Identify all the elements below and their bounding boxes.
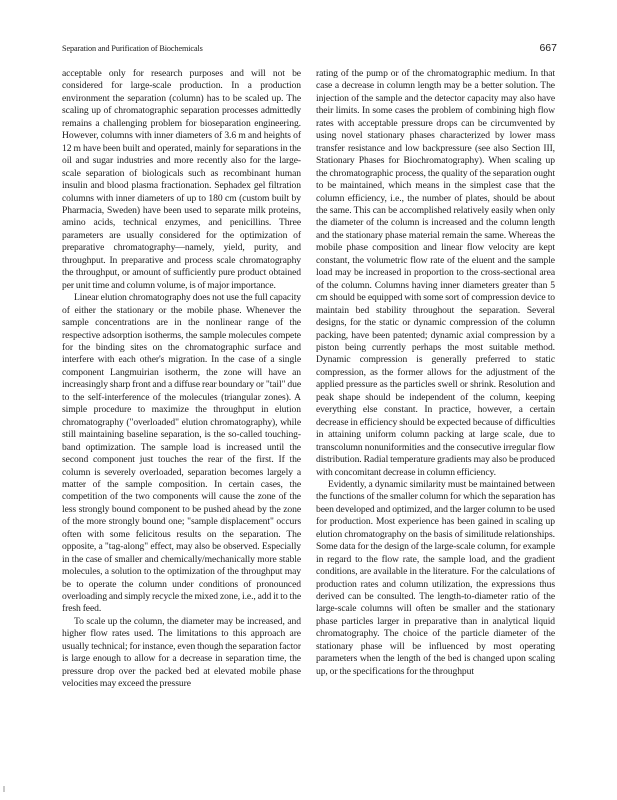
- left-column: [62, 68, 301, 691]
- running-header: [62, 44, 557, 58]
- paragraph: acceptable only for research purposes and will not be considered for large-scale production. In a production environment the separation (column) has to be scaled up. The scaling up of chromatographic separation processes admittedly remains a challenging problem for bioseparation engineering. However, columns with inner diameters of 3.6 m and heights of 12 m have been built and operated, mainly for separations in the oil and sugar industries and more recently also for the large-scale separation of biologicals such as recombinant human insulin and blood plasma fractionation. Sephadex gel filtration columns with inner diameters of up to 180 cm (custom built by Pharmacia, Sweden) have been used to separate milk proteins, amino acids, technical enzymes, and penicillins. Three parameters are usually considered for the optimization of preparative chromatography—namely, yield, purity, and throughput. In preparative and process scale chromatography the throughput, or amount of sufficiently pure product obtained per unit time and column volume, is of major importance.: [62, 68, 301, 291]
- paragraph: To scale up the column, the diameter may be increased, and higher flow rates used. The limitations to this approach are usually technical; for instance, even though the separation factor is large enough to allow for a decrease in separation time, the pressure drop over the packed bed at elevated mobile phase velocities may exceed the pressure: [62, 615, 302, 690]
- page-number: 667: [539, 42, 557, 54]
- paragraph: Evidently, a dynamic similarity must be maintained between the functions of the smaller column for which the separation has been developed and optimized, and the larger column to be used for production. Most experience has been gained in scaling up elution chromatography on the basis of similitude relationships. Some data for the design of the large-scale column, for example in regard to the flow rate, the sample load, and the gradient conditions, are available in the literature. For the calculations of production rates and column utilization, the expressions thus derived can be consulted. The length-to-diameter ratio of the large-scale columns will often be smaller and the stationary phase particles larger in preparative than in analytical liquid chromatography. The choice of the particle diameter of the stationary phase will be influenced by most operating parameters when the length of the bed is changed upon scaling up, or the specifications for the throughput: [316, 478, 555, 677]
- paragraph: rating of the pump or of the chromatographic medium. In that case a decrease in column length may be a better solution. The injection of the sample and the detector capacity may also have their limits. In some cases the problem of combining high flow rates with acceptable pressure drops can be circumvented by using novel stationary phases characterized by lower mass transfer resistance and low backpressure (see also Section III, Stationary Phases for Biochromatography). When scaling up the chromatographic process, the quality of the separation ought to be maintained, which means in the simplest case that the column efficiency, i.e., the number of plates, should be about the same. This can be accomplished relatively easily when only the diameter of the column is increased and the column length and the stationary phase material remain the same. Whereas the mobile phase composition and linear flow velocity are kept constant, the volumetric flow rate of the eluent and the sample load may be increased in proportion to the cross-sectional area of the column. Columns having inner diameters greater than 5 cm should be equipped with some sort of compression device to maintain bed stability throughout the separation. Several designs, for the static or dynamic compression of the column packing, have been patented; dynamic axial compression by a piston being currently perhaps the most suitable method. Dynamic compression is generally preferred to static compression, as the former allows for the adjustment of the applied pressure as the particles swell or shrink. Resolution and peak shape should be independent of the column, keeping everything else constant. In practice, however, a certain decrease in efficiency should be expected because of difficulties in attaining uniform column packing at large scale, due to transcolumn nonuniformities and the consecutive irregular flow distribution. Radial temperature gradients may also be produced with concomitant decrease in column efficiency.: [316, 68, 555, 478]
- right-column: [316, 68, 555, 678]
- scan-margin-mark: [3, 786, 5, 792]
- paragraph: Linear elution chromatography does not use the full capacity of either the stationary or the mobile phase. Whenever the sample concentrations are in the nonlinear range of the respective adsorption isotherms, the sample molecules compete for the binding sites on the chromatographic surface and interfere with each other's migration. In the case of a single component Langmuirian isotherm, the zone will have an increasingly sharp front and a diffuse rear boundary or "tail" due to the self-interference of the molecules (triangular zones). A simple procedure to maximize the throughput in elution chromatography ("overloaded" elution chromatography), while still maintaining baseline separation, is the so-called touching-band optimization. The sample load is increased until the second component just touches the rear of the first. If the column is severely overloaded, separation becomes largely a matter of the sample composition. In certain cases, the competition of the two components will cause the zone of the less strongly bound component to be pushed ahead by the zone of the more strongly bound one; "sample displacement" occurs often with some felicitous results on the separation. The opposite, a "tag-along" effect, may also be observed. Especially in the case of smaller and chemically/mechanically more stable molecules, a solution to the optimization of the throughput may be to operate the column under conditions of pronounced overloading and simply recycle the mixed zone, i.e., add it to the fresh feed.: [62, 292, 301, 615]
- running-title: Separation and Purification of Biochemicals: [62, 44, 203, 53]
